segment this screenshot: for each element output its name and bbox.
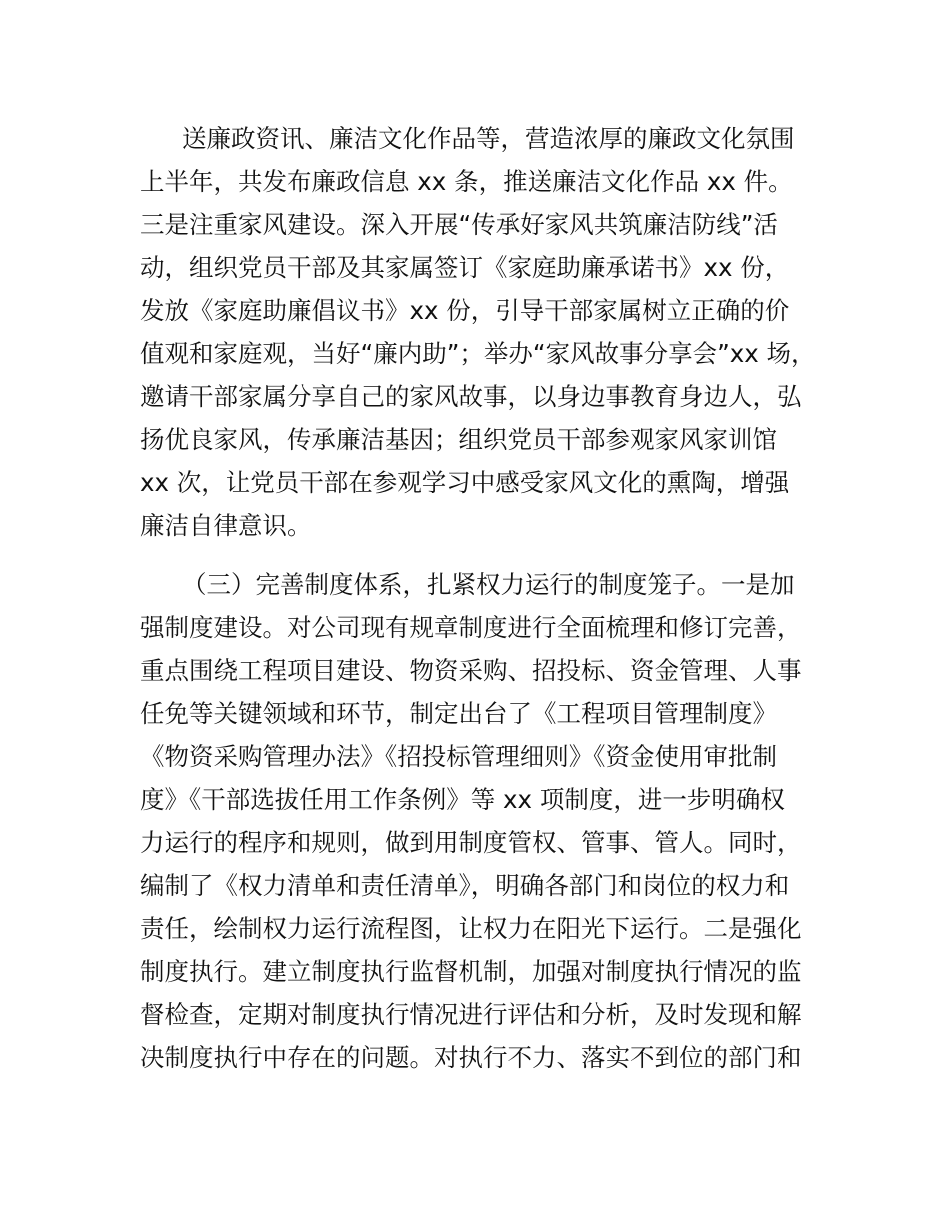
- text-line: xx 次，让党员干部在参观学习中感受家风文化的熏陶，增强: [140, 468, 790, 497]
- text-line: 值观和家庭观，当好“廉内助”；举办“家风故事分享会”xx 场，: [140, 339, 816, 368]
- text-line: 决制度执行中存在的问题。对执行不力、落实不到位的部门和: [140, 1043, 802, 1072]
- text-line: 制度执行。建立制度执行监督机制，加强对制度执行情况的监: [140, 957, 802, 986]
- text-line: 《物资采购管理办法》《招投标管理细则》《资金使用审批制: [140, 742, 777, 771]
- text-line: 廉洁自律意识。: [140, 511, 312, 540]
- text-line: 重点围绕工程项目建设、物资采购、招投标、资金管理、人事: [140, 656, 802, 685]
- text-line: 责任，绘制权力运行流程图，让权力在阳光下运行。二是强化: [140, 914, 802, 943]
- text-line: 送廉政资讯、廉洁文化作品等，营造浓厚的廉政文化氛围: [182, 124, 795, 153]
- text-line: 度》《干部选拔任用工作条例》等 xx 项制度，进一步明确权: [140, 785, 785, 814]
- text-line: 编制了《权力清单和责任清单》，明确各部门和岗位的权力和: [140, 871, 790, 900]
- text-line: 扬优良家风，传承廉洁基因；组织党员干部参观家风家训馆: [140, 425, 777, 454]
- text-line: 邀请干部家属分享自己的家风故事，以身边事教育身边人，弘: [140, 382, 802, 411]
- text-line: 上半年，共发布廉政信息 xx 条，推送廉洁文化作品 xx 件。: [140, 167, 793, 196]
- text-line: 任免等关键领域和环节，制定出台了《工程项目管理制度》: [140, 699, 777, 728]
- text-line: 强制度建设。对公司现有规章制度进行全面梳理和修订完善，: [140, 613, 802, 642]
- text-line: 督检查，定期对制度执行情况进行评估和分析，及时发现和解: [140, 1000, 802, 1029]
- text-line: （三）完善制度体系，扎紧权力运行的制度笼子。一是加: [182, 570, 795, 599]
- text-line: 动，组织党员干部及其家属签订《家庭助廉承诺书》xx 份，: [140, 253, 790, 282]
- text-line: 三是注重家风建设。深入开展“传承好家风共筑廉洁防线”活: [140, 210, 778, 239]
- text-line: 力运行的程序和规则，做到用制度管权、管事、管人。同时，: [140, 828, 802, 857]
- text-line: 发放《家庭助廉倡议书》xx 份，引导干部家属树立正确的价: [140, 296, 790, 325]
